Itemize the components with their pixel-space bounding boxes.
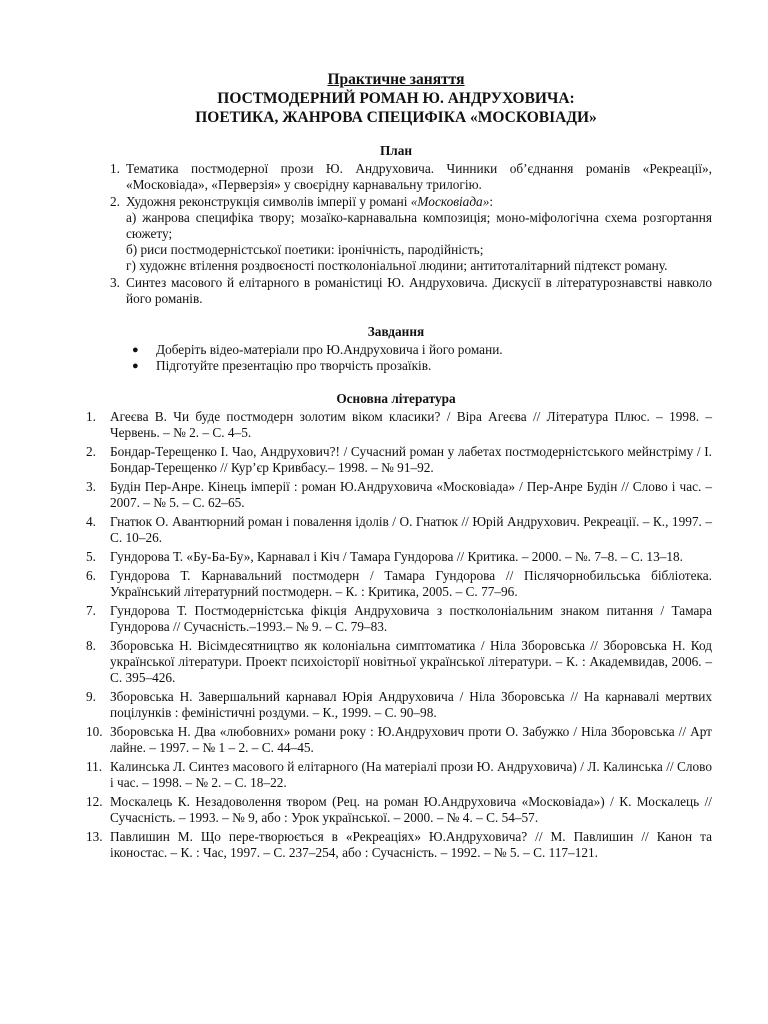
plan-item-intro (126, 194, 712, 210)
literature-item (86, 444, 712, 476)
literature-item-number: 5. (86, 549, 96, 564)
bullet-icon: ● (132, 360, 139, 372)
plan-item-text: Синтез масового й елітарного в романістиці Ю. Андруховича. Дискусії в літературознавстві навколо його романів. (126, 275, 712, 306)
literature-list (86, 409, 712, 861)
literature-item-number: 12. (86, 794, 103, 809)
title-block (80, 70, 712, 127)
plan-subitem: г) художнє втілення роздвоєності постколоніальної людини; антитоталітарний підтекст роману. (126, 258, 668, 273)
literature-item (86, 794, 712, 826)
literature-item-number: 9. (86, 689, 96, 704)
literature-item-text: Агеєва В. Чи буде постмодерн золотим віком класики? / Віра Агеєва // Література Плюс. – 1998. – Червень. – № 2. – С. 4–5. (110, 409, 712, 440)
lesson-type: Практичне заняття (327, 71, 465, 88)
literature-item-text: Гундорова Т. «Бу-Ба-Бу», Карнавал і Кіч / Тамара Гундорова // Критика. – 2000. – №. 7–8. – С. 13–18. (110, 549, 683, 564)
plan-item-number: 2. (110, 194, 120, 209)
plan-item (110, 194, 712, 274)
literature-item (86, 409, 712, 441)
literature-item (86, 724, 712, 756)
literature-item-text: Москалець К. Незадоволення твором (Рец. на роман Ю.Андруховича «Московіада») / К. Москалець // Сучасність. – 1993. – № 9, або : Урок української. – 2000. – № 4. – С. 54–57. (110, 794, 712, 825)
task-item (110, 342, 712, 358)
literature-item-text: Зборовська Н. Завершальний карнавал Юрія Андруховича / Ніла Зборовська // На карнавалі мертвих поцілунків : феміністичні роздуми. – К., 1999. – С. 90–98. (110, 689, 712, 720)
task-item-text: Підготуйте презентацію про творчість прозаїків. (156, 358, 432, 373)
literature-item (86, 603, 712, 635)
literature-item-text: Гундорова Т. Карнавальний постмодерн / Тамара Гундорова // Післячорнобильська бібліотека. Український літературний постмодерн. – К. : Критика, 2005. – С. 77–96. (110, 568, 712, 599)
plan-list (110, 161, 712, 307)
page-title-line-1: ПОСТМОДЕРНИЙ РОМАН Ю. АНДРУХОВИЧА: (217, 90, 575, 107)
task-item (110, 358, 712, 374)
literature-item-text: Гнатюк О. Авантюрний роман і повалення ідолів / О. Гнатюк // Юрій Андрухович. Рекреації. – К., 1997. – С. 10–26. (110, 514, 712, 545)
plan-heading: План (379, 143, 413, 158)
literature-item-number: 8. (86, 638, 96, 653)
plan-item-number: 1. (110, 161, 120, 176)
plan-item (110, 161, 712, 193)
literature-item (86, 479, 712, 511)
literature-item (86, 514, 712, 546)
literature-item (86, 759, 712, 791)
bullet-icon: ● (132, 344, 139, 356)
literature-item (86, 689, 712, 721)
literature-item-number: 6. (86, 568, 96, 583)
plan-item-number: 3. (110, 275, 120, 290)
plan-subitem: а) жанрова специфіка твору; мозаїко-карнавальна композиція; моно-міфологічна схема розгортання сюжету; (126, 210, 712, 241)
literature-item-number: 7. (86, 603, 96, 618)
plan-item-intro-italic: «Московіада» (410, 194, 490, 209)
plan-item-intro-end: : (489, 194, 494, 209)
plan-item-intro-text: Художня реконструкція символів імперії у романі (126, 194, 411, 209)
literature-heading: Основна література (336, 391, 456, 406)
literature-item-text: Калинська Л. Синтез масового й елітарного (На матеріалі прози Ю. Андруховича) / Л. Калинська // Слово і час. – 1998. – № 2. – С. 18–22. (110, 759, 712, 790)
literature-item-number: 10. (86, 724, 103, 739)
literature-item-number: 3. (86, 479, 96, 494)
literature-item-text: Зборовська Н. Вісімдесятництво як колоніальна симптоматика / Ніла Зборовська // Зборовська Н. Код української літератури. Проект психоісторії новітньої української літератури. – К. : Академвидав, 2006. – С. 395–426. (110, 638, 712, 685)
literature-item-text: Зборовська Н. Два «любовних» романи року : Ю.Андрухович проти О. Забужко / Ніла Зборовська // Арт лайне. – 1997. – № 1 – 2. – С. 44–45. (110, 724, 712, 755)
literature-item (86, 638, 712, 686)
literature-item-number: 13. (86, 829, 103, 844)
plan-item-text: Тематика постмодерної прози Ю. Андруховича. Чинники об’єднання романів «Рекреації», «Московіада», «Перверзія» у своєрідну карнавальну трилогію. (126, 161, 712, 192)
tasks-list (110, 342, 712, 374)
literature-item-number: 4. (86, 514, 96, 529)
plan-item (110, 275, 712, 307)
literature-item-number: 2. (86, 444, 96, 459)
plan-subitem: б) риси постмодерністської поетики: іронічність, пародійність; (126, 242, 484, 257)
literature-item (86, 549, 712, 565)
page-title-line-2: ПОЕТИКА, ЖАНРОВА СПЕЦИФІКА «МОСКОВІАДИ» (195, 109, 597, 126)
literature-item-text: Будін Пер-Анре. Кінець імперії : роман Ю.Андруховича «Московіада» / Пер-Анре Будін // Слово і час. – 2007. – № 5. – С. 62–65. (110, 479, 712, 510)
literature-item-text: Бондар-Терещенко І. Чао, Андрухович?! / Сучасний роман у лабетах постмодерністського мейнстріму / І. Бондар-Терещенко // Кур’єр Кривбасу.– 1998. – № 91–92. (110, 444, 712, 475)
tasks-heading: Завдання (367, 324, 425, 339)
task-item-text: Доберіть відео-матеріали про Ю.Андруховича і його романи. (156, 342, 503, 357)
literature-item-text: Павлишин М. Що пере-творюється в «Рекреаціях» Ю.Андруховича? // М. Павлишин // Канон та іконостас. – К. : Час, 1997. – С. 237–254, або : Сучасність. – 1992. – № 5. – С. 117–121. (110, 829, 712, 860)
literature-item (86, 829, 712, 861)
literature-item-number: 11. (86, 759, 103, 774)
literature-item (86, 568, 712, 600)
literature-item-text: Гундорова Т. Постмодерністська фікція Андруховича з постколоніальним знаком питання / Тамара Гундорова // Сучасність.–1993.– № 9. – С. 79–83. (110, 603, 712, 634)
literature-item-number: 1. (86, 409, 96, 424)
